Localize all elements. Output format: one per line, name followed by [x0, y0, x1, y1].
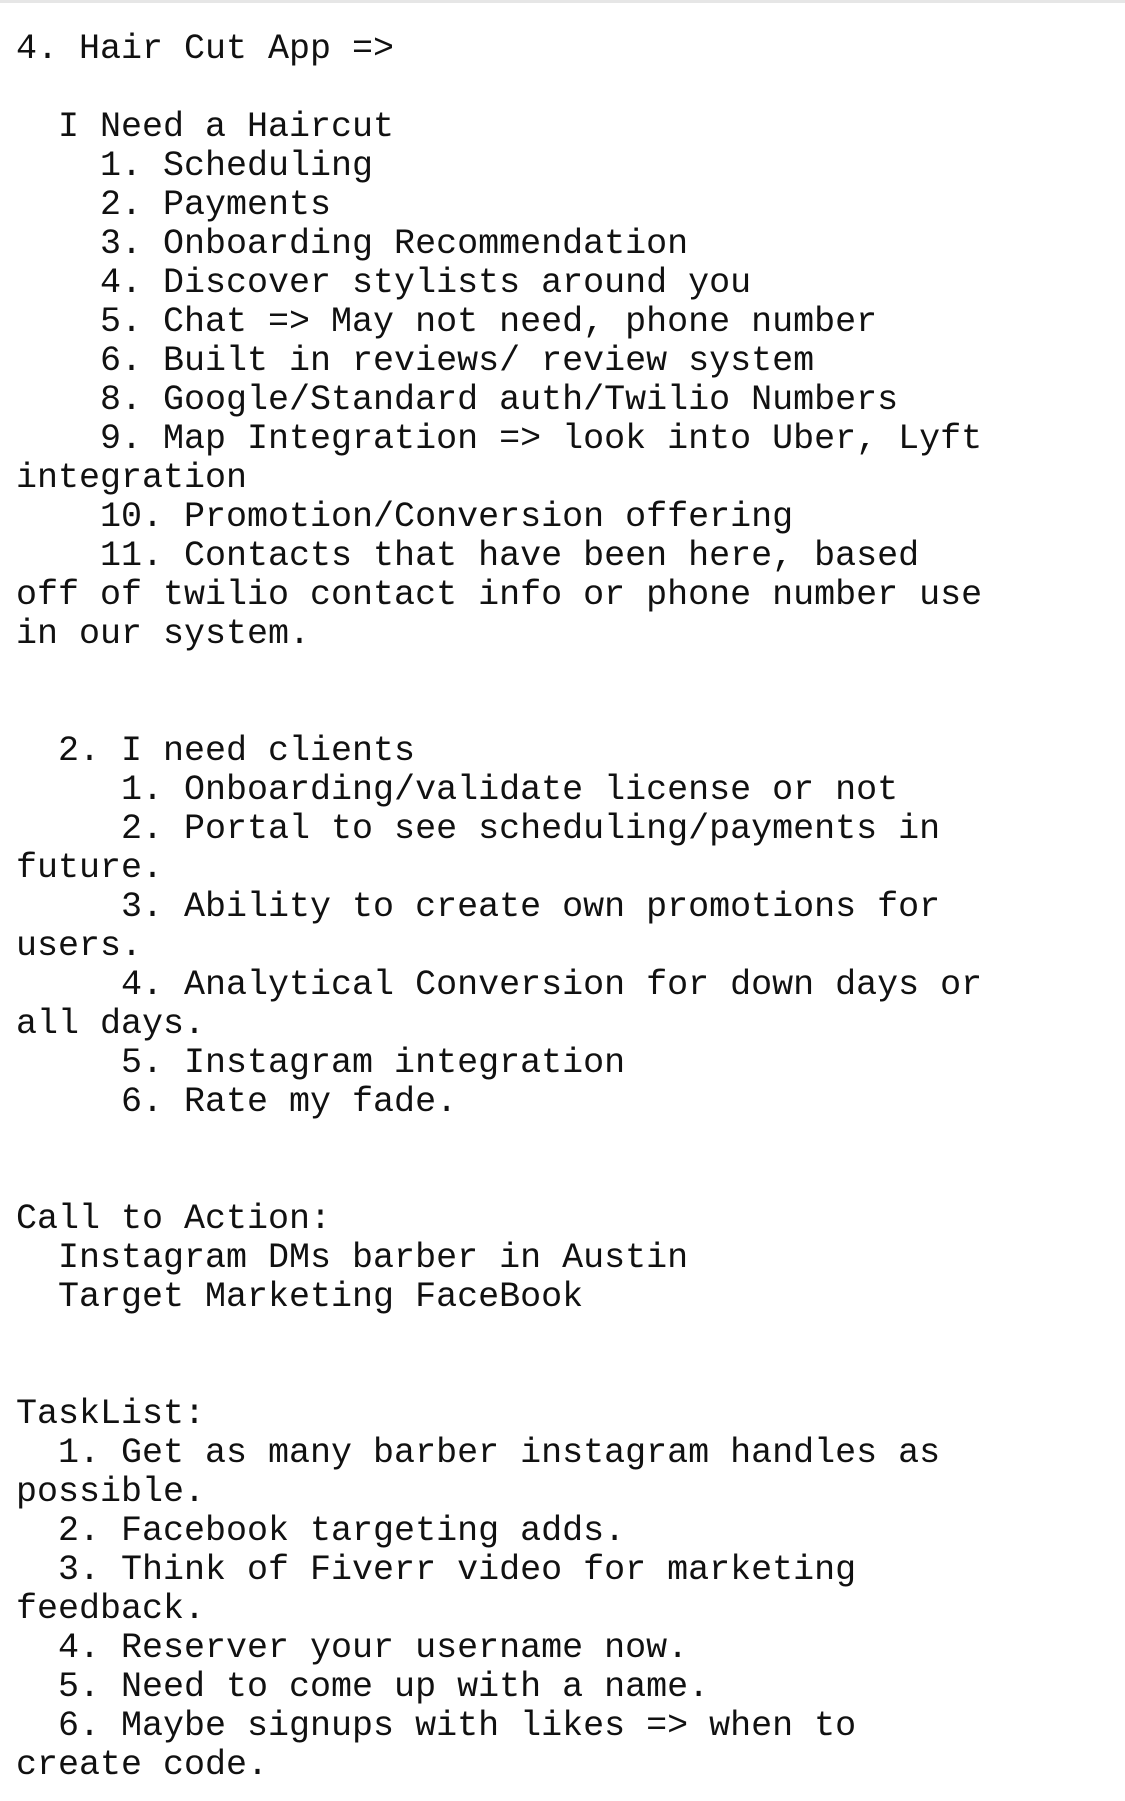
text-line: 1. Get as many barber instagram handles as [16, 1433, 941, 1473]
text-line: 6. Built in reviews/ review system [16, 341, 815, 381]
text-line: 2. Facebook targeting adds. [16, 1511, 626, 1551]
text-line: 3. Think of Fiverr video for marketing [16, 1550, 857, 1590]
blank-line [16, 1317, 1121, 1356]
text-line: 5. Chat => May not need, phone number [16, 302, 878, 342]
text-line: 1. Scheduling [16, 146, 374, 186]
text-line: 4. Analytical Conversion for down days or [16, 965, 983, 1005]
text-line: 9. Map Integration => look into Uber, Lyft [16, 419, 983, 459]
blank-line [16, 1161, 1121, 1200]
text-line: feedback. [16, 1589, 206, 1629]
text-line: all days. [16, 1004, 206, 1044]
text-line: 5. Instagram integration [16, 1043, 626, 1083]
blank-line [16, 69, 1121, 108]
notes-document [16, 30, 1121, 1785]
text-line: integration [16, 458, 248, 498]
text-line: Instagram DMs barber in Austin [16, 1238, 689, 1278]
text-line: 4. Discover stylists around you [16, 263, 752, 303]
text-line: 6. Maybe signups with likes => when to [16, 1706, 857, 1746]
text-line: TaskList: [16, 1394, 206, 1434]
text-line: 4. Reserver your username now. [16, 1628, 689, 1668]
text-line: Target Marketing FaceBook [16, 1277, 584, 1317]
blank-line [16, 1356, 1121, 1395]
text-line: create code. [16, 1745, 269, 1785]
text-line: future. [16, 848, 164, 888]
text-line: in our system. [16, 614, 311, 654]
text-line: 3. Onboarding Recommendation [16, 224, 689, 264]
text-line: 10. Promotion/Conversion offering [16, 497, 794, 537]
blank-line [16, 693, 1121, 732]
text-line: 1. Onboarding/validate license or not [16, 770, 899, 810]
text-line: 3. Ability to create own promotions for [16, 887, 941, 927]
text-line: 8. Google/Standard auth/Twilio Numbers [16, 380, 899, 420]
text-line: 11. Contacts that have been here, based [16, 536, 920, 576]
text-line: 2. Portal to see scheduling/payments in [16, 809, 941, 849]
text-line: 5. Need to come up with a name. [16, 1667, 710, 1707]
text-line: I Need a Haircut [16, 107, 395, 147]
text-line: Call to Action: [16, 1199, 332, 1239]
text-line: 2. Payments [16, 185, 332, 225]
text-line: off of twilio contact info or phone number use [16, 575, 983, 615]
text-line: 2. I need clients [16, 731, 416, 771]
top-divider [0, 0, 1125, 3]
text-line: 4. Hair Cut App => [16, 29, 395, 69]
blank-line [16, 654, 1121, 693]
text-line: possible. [16, 1472, 206, 1512]
text-line: 6. Rate my fade. [16, 1082, 458, 1122]
text-line: users. [16, 926, 143, 966]
blank-line [16, 1122, 1121, 1161]
